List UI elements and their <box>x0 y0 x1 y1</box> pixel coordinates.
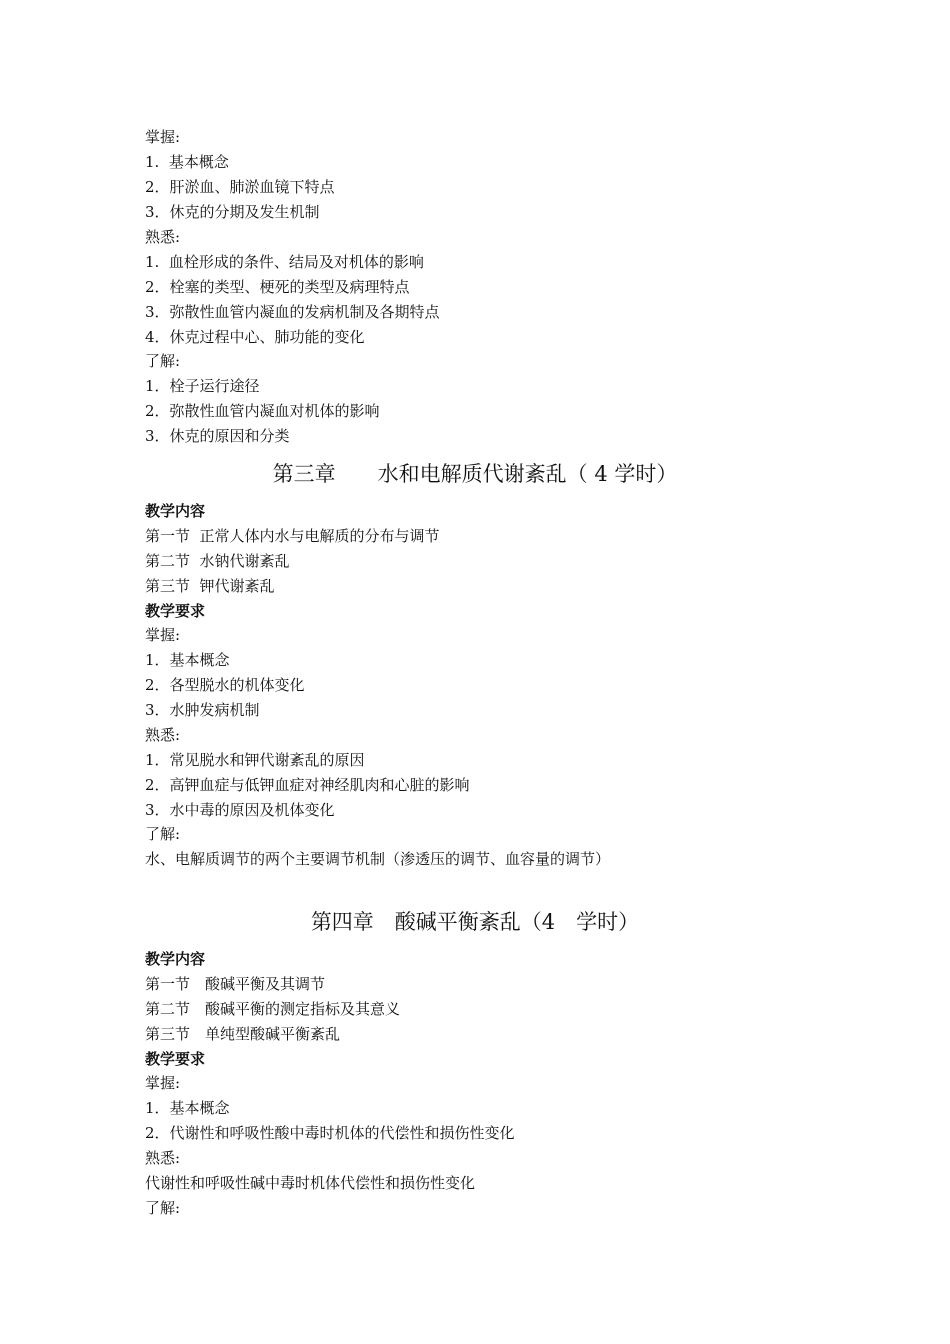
list-item: 3．水中毒的原因及机体变化 <box>145 801 335 819</box>
list-item: 1. 血栓形成的条件、结局及对机体的影响 <box>145 253 424 271</box>
chapter4-title: 第四章 酸碱平衡紊乱（4 学时） <box>310 910 640 934</box>
familiar-label: 熟悉: <box>145 228 181 246</box>
list-item: 1．常见脱水和钾代谢紊乱的原因 <box>145 751 365 769</box>
master-label: 掌握: <box>145 128 181 146</box>
list-item: 2．肝淤血、肺淤血镜下特点 <box>145 178 335 196</box>
list-item: 2．弥散性血管内凝血对机体的影响 <box>145 402 380 420</box>
list-item: 2．代谢性和呼吸性酸中毒时机体的代偿性和损伤性变化 <box>145 1124 515 1142</box>
know-label: 了解: <box>145 352 181 370</box>
familiar-label: 熟悉: <box>145 1149 181 1167</box>
list-item: 3．弥散性血管内凝血的发病机制及各期特点 <box>145 303 440 321</box>
list-item: 1．基本概念 <box>145 1099 230 1117</box>
section-item: 第三节 钾代谢紊乱 <box>145 577 275 595</box>
list-item: 2．高钾血症与低钾血症对神经肌肉和心脏的影响 <box>145 776 470 794</box>
list-item: 3．休克的原因和分类 <box>145 427 290 445</box>
know-label: 了解: <box>145 1199 181 1217</box>
know-label: 了解: <box>145 825 181 843</box>
section-item: 第一节 酸碱平衡及其调节 <box>145 975 326 993</box>
chapter4-req-heading: 教学要求 <box>145 1050 206 1068</box>
list-item: 3．休克的分期及发生机制 <box>145 203 320 221</box>
list-item: 1．基本概念 <box>145 651 230 669</box>
section-item: 第三节 单纯型酸碱平衡紊乱 <box>145 1025 341 1043</box>
chapter3-title: 第三章 水和电解质代谢紊乱（ 4 学时） <box>272 462 678 486</box>
section-item: 第二节 酸碱平衡的测定指标及其意义 <box>145 1000 401 1018</box>
list-item: 1. 基本概念 <box>145 153 229 171</box>
chapter4-content-heading: 教学内容 <box>145 950 206 968</box>
section-item: 第一节 正常人体内水与电解质的分布与调节 <box>145 527 440 545</box>
list-item: 2．各型脱水的机体变化 <box>145 676 305 694</box>
chapter3-content-heading: 教学内容 <box>145 502 206 520</box>
familiar-label: 熟悉: <box>145 726 181 744</box>
master-label: 掌握: <box>145 1074 181 1092</box>
know-text: 水、电解质调节的两个主要调节机制（渗透压的调节、血容量的调节） <box>145 850 611 868</box>
list-item: 3．水肿发病机制 <box>145 701 260 719</box>
chapter3-req-heading: 教学要求 <box>145 602 206 620</box>
list-item: 2．栓塞的类型、梗死的类型及病理特点 <box>145 278 410 296</box>
list-item: 4．休克过程中心、肺功能的变化 <box>145 328 365 346</box>
section-item: 第二节 水钠代谢紊乱 <box>145 552 290 570</box>
familiar-text: 代谢性和呼吸性碱中毒时机体代偿性和损伤性变化 <box>145 1174 476 1192</box>
master-label: 掌握: <box>145 626 181 644</box>
list-item: 1．栓子运行途径 <box>145 377 260 395</box>
